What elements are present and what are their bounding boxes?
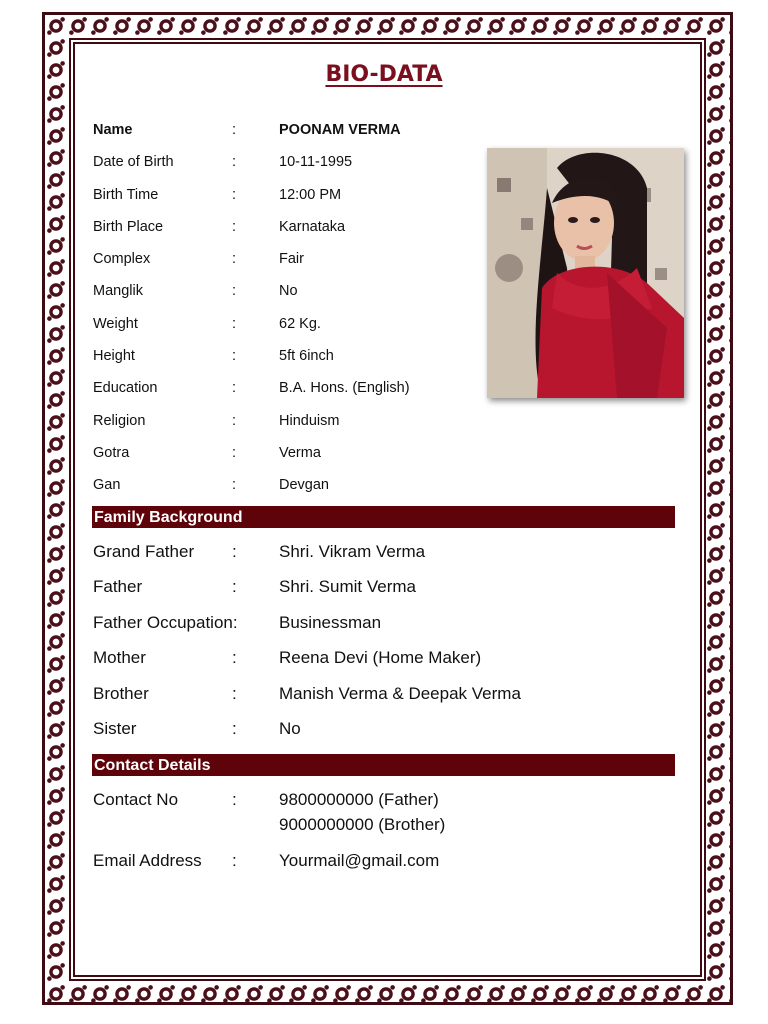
family-label: Mother [93, 648, 146, 668]
contact-separator: : [232, 790, 237, 809]
family-value: Reena Devi (Home Maker) [279, 648, 482, 668]
detail-value: B.A. Hons. (English) [279, 380, 410, 397]
contact-label: Contact No [93, 790, 179, 809]
detail-label: Height [93, 348, 135, 365]
page-title: BIO-DATA [325, 62, 443, 87]
detail-value: Hinduism [279, 412, 340, 429]
detail-separator: : [232, 283, 237, 300]
family-label: Brother [93, 683, 149, 703]
detail-separator: : [232, 348, 237, 365]
contact-phone-father: 9800000000 (Father) [279, 790, 439, 809]
detail-value: 12:00 PM [279, 186, 342, 203]
family-value: Businessman [279, 612, 382, 632]
detail-separator: : [232, 444, 237, 461]
detail-value: 62 Kg. [279, 315, 321, 332]
detail-separator: : [232, 122, 237, 138]
family-value: Shri. Sumit Verma [279, 577, 416, 597]
detail-separator: : [232, 251, 237, 268]
detail-label: Gotra [93, 444, 130, 461]
detail-value: No [279, 283, 298, 300]
profile-photo-illustration [487, 148, 684, 398]
family-separator: : [232, 577, 237, 597]
detail-separator: : [232, 218, 237, 235]
family-value: No [279, 718, 301, 738]
detail-value: 10-11-1995 [279, 154, 353, 171]
family-separator: : [232, 542, 237, 561]
detail-label: Date of Birth [93, 154, 174, 171]
family-label: Sister [93, 718, 137, 738]
contact-email: Yourmail@gmail.com [279, 851, 440, 870]
detail-label: Name [93, 122, 133, 138]
profile-photo [487, 148, 684, 398]
family-value: Shri. Vikram Verma [279, 542, 426, 561]
family-value: Manish Verma & Deepak Verma [279, 683, 521, 703]
contact-separator: : [232, 851, 237, 870]
detail-value: Devgan [279, 477, 329, 494]
detail-value: Verma [279, 444, 321, 461]
family-label: Father [93, 577, 143, 597]
detail-separator: : [232, 315, 237, 332]
detail-separator: : [232, 477, 237, 494]
detail-value: POONAM VERMA [279, 122, 401, 138]
contact-details-heading: Contact Details [92, 754, 675, 776]
detail-separator: : [232, 412, 237, 429]
family-separator: : [232, 718, 237, 738]
detail-label: Birth Place [93, 218, 164, 235]
family-separator: : [232, 683, 237, 703]
contact-label: Email Address [93, 851, 202, 870]
detail-separator: : [232, 154, 237, 171]
detail-value: Karnataka [279, 218, 346, 235]
detail-value: Fair [279, 251, 304, 268]
family-separator: : [232, 648, 237, 668]
detail-label: Education [93, 380, 158, 397]
family-label: Grand Father [93, 542, 195, 561]
family-label: Father Occupation: [93, 612, 238, 632]
detail-label: Weight [93, 315, 138, 332]
detail-separator: : [232, 380, 237, 397]
detail-value: 5ft 6inch [279, 348, 334, 365]
detail-label: Gan [93, 477, 121, 494]
detail-label: Manglik [93, 283, 143, 300]
detail-label: Religion [93, 412, 146, 429]
detail-label: Birth Time [93, 186, 159, 203]
detail-label: Complex [93, 251, 151, 268]
detail-separator: : [232, 186, 237, 203]
contact-phone-brother: 9000000000 (Brother) [279, 815, 446, 834]
family-background-heading: Family Background [92, 506, 675, 528]
